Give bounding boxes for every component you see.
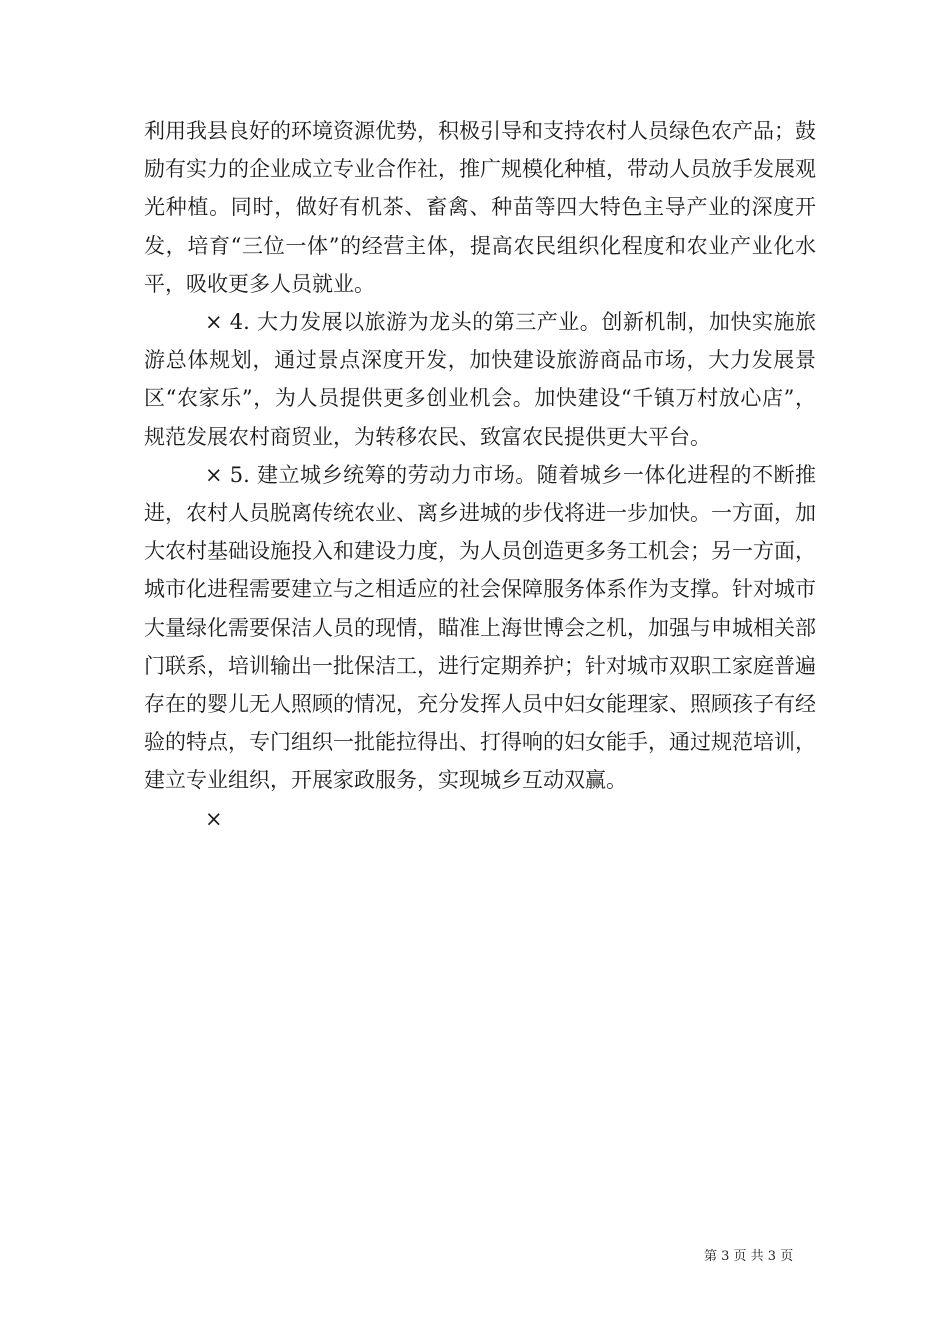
page-number-footer: 第 3 页 共 3 页	[704, 1249, 794, 1264]
trailing-cross-mark: ×	[205, 806, 223, 831]
paragraph-continuation: 利用我县良好的环境资源优势，积极引导和支持农村人员绿色农产品；鼓励有实力的企业成立专业合作社，推广规模化种植，带动人员放手发展观光种植。同时，做好有机茶、畜禽、种苗等四大特色主导产业的深度开发，培育“三位一体”的经营主体，提高农民组织化程度和农业产业化水平，吸收更多人员就业。	[144, 119, 816, 296]
paragraph-item-5: × 5. 建立城乡统筹的劳动力市场。随着城乡一体化进程的不断推进，农村人员脱离传统农业、离乡进城的步伐将进一步加快。一方面，加大农村基础设施投入和建设力度，为人员创造更多务工机会；另一方面，城市化进程需要建立与之相适应的社会保障服务体系作为支撑。针对城市大量绿化需要保洁人员的现情，瞄准上海世博会之机，加强与申城相关部门联系，培训输出一批保洁工，进行定期养护；针对城市双职工家庭普遍存在的婴儿无人照顾的情况，充分发挥人员中妇女能理家、照顾孩子有经验的特点，专门组织一批能拉得出、打得响的妇女能手，通过规范培训，建立专业组织，开展家政服务，实现城乡互动双赢。	[144, 462, 816, 793]
paragraph-item-4: × 4. 大力发展以旅游为龙头的第三产业。创新机制，加快实施旅游总体规划，通过景点深度开发，加快建设旅游商品市场，大力发展景区“农家乐”，为人员提供更多创业机会。加快建设“千镇万村放心店”，规范发展农村商贸业，为转移农民、致富农民提供更大平台。	[144, 310, 816, 449]
document-body	[144, 112, 816, 838]
